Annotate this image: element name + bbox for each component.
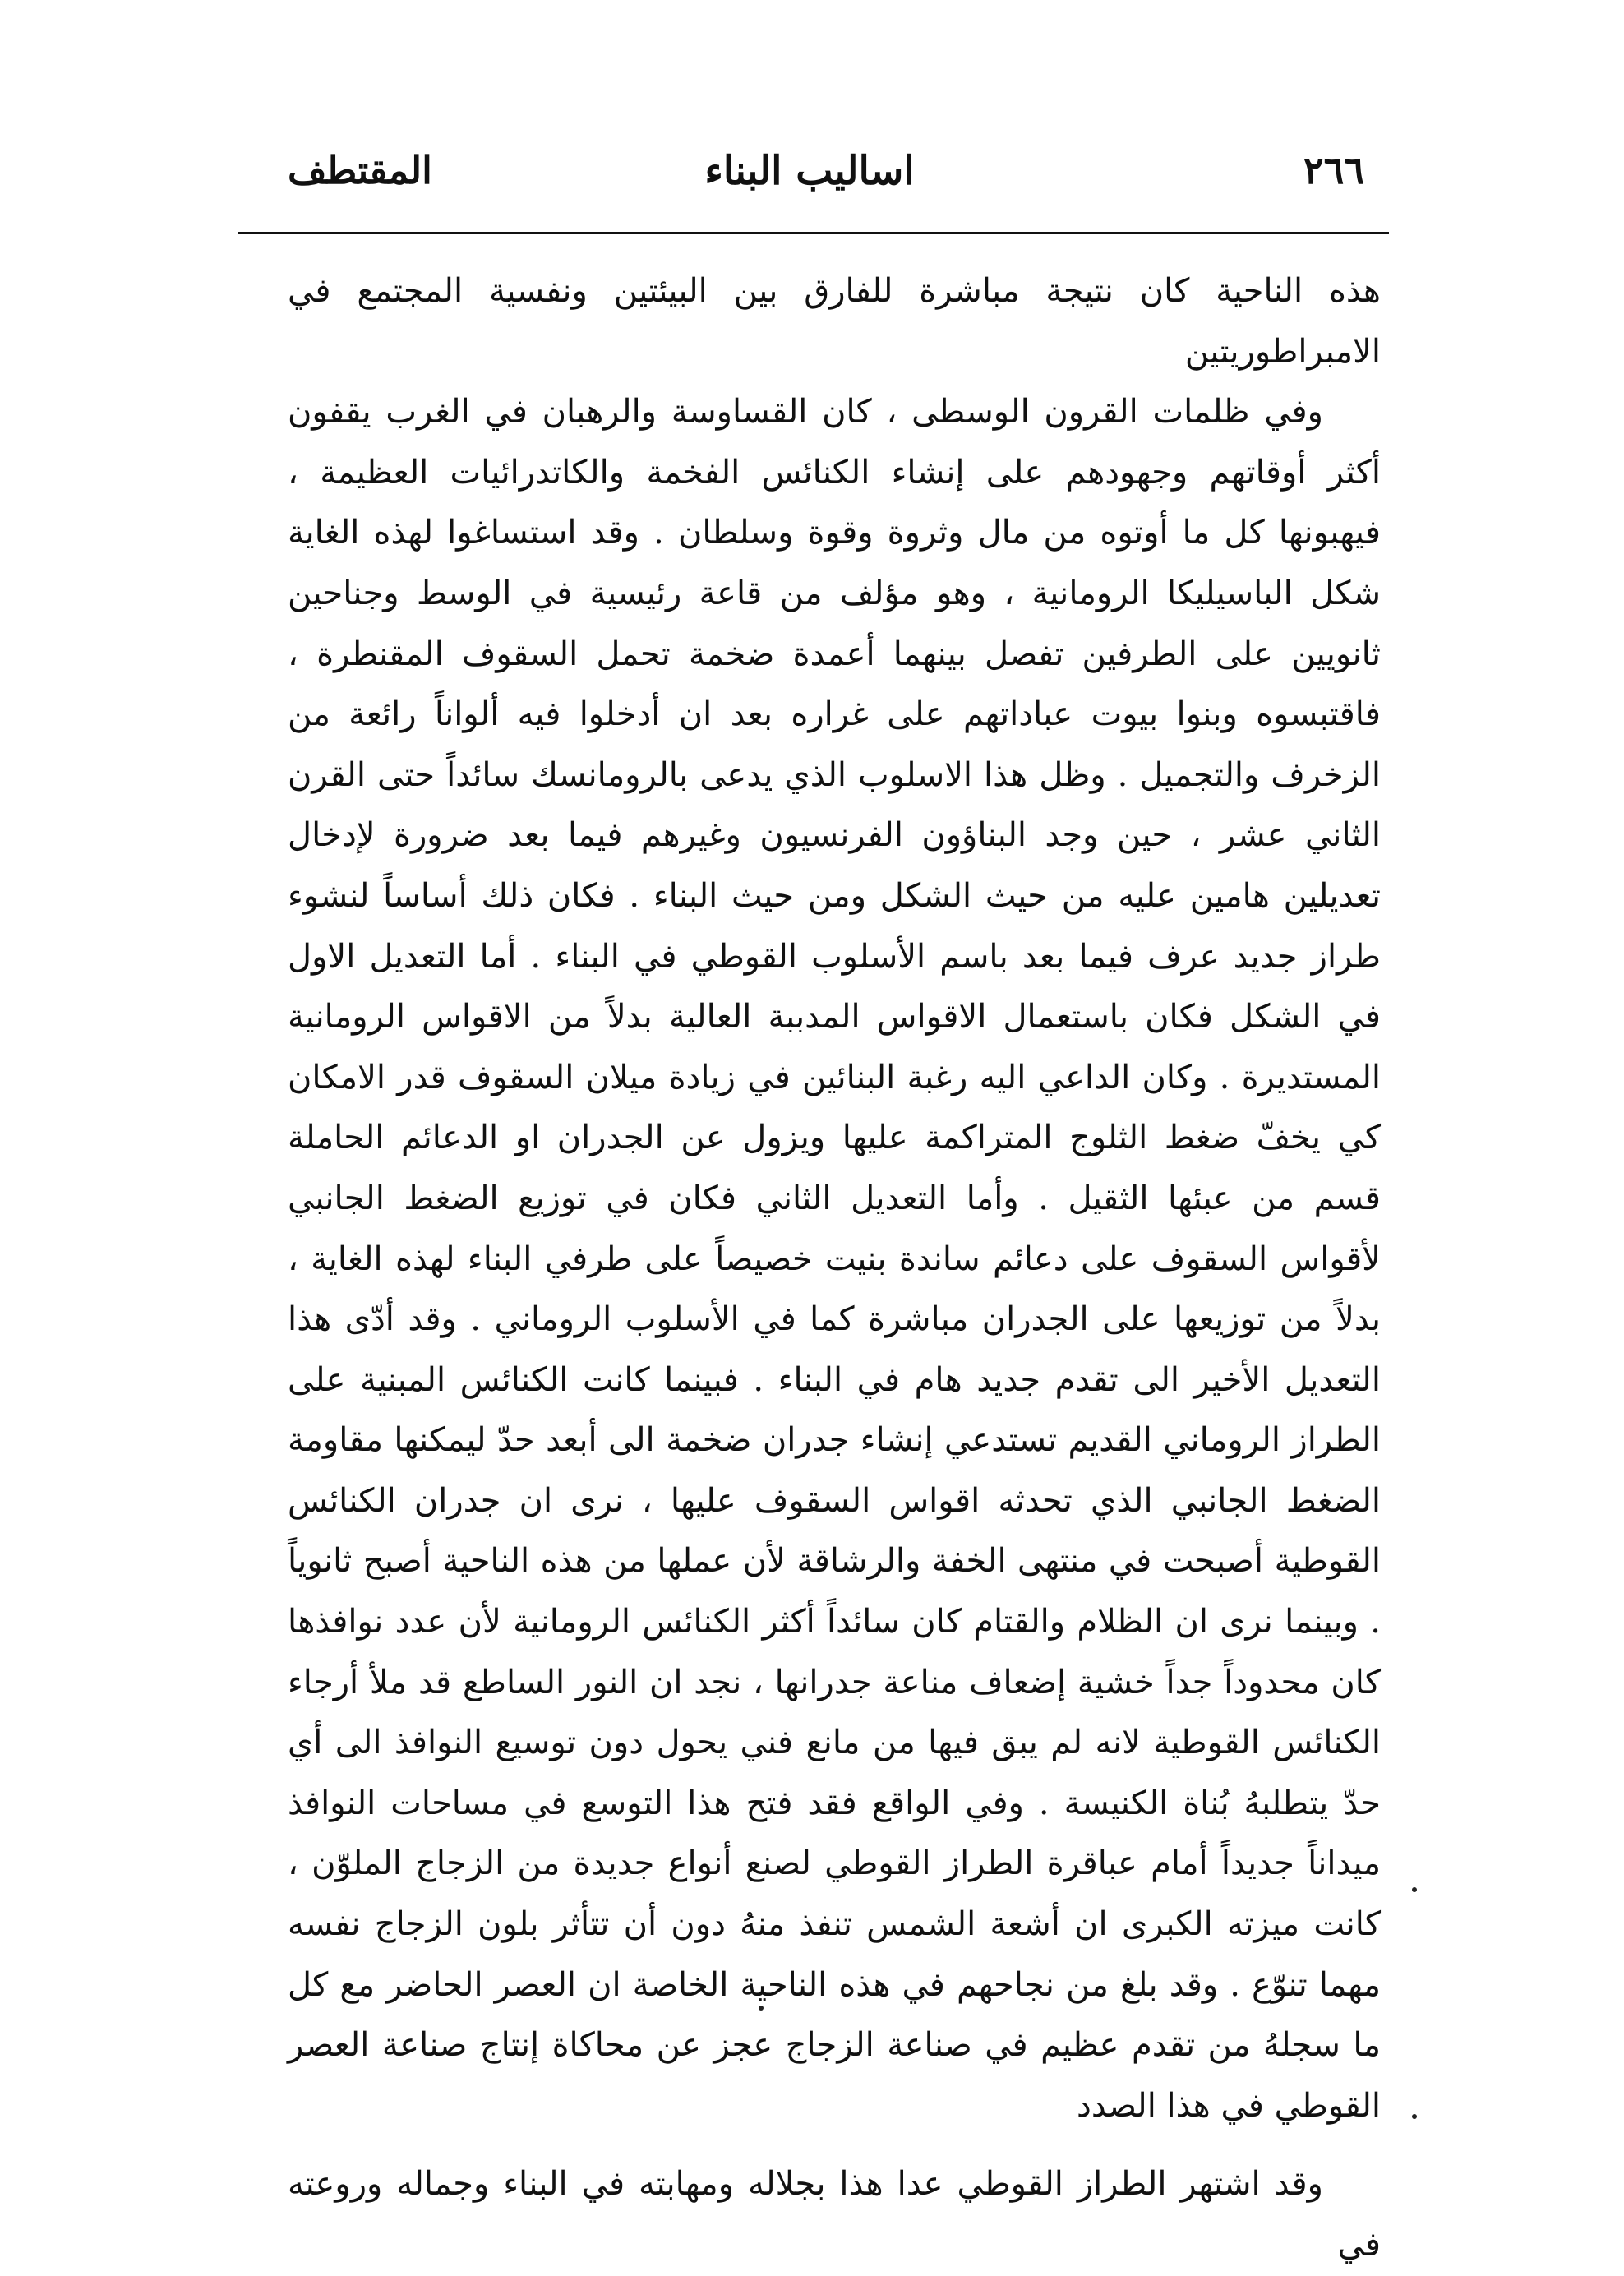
- page-header: [238, 148, 1381, 214]
- journal-name: المقتطف: [288, 148, 432, 192]
- print-speck: [1412, 1887, 1417, 1892]
- article-body: [288, 261, 1381, 2276]
- header-divider: [238, 232, 1389, 234]
- print-speck: [759, 2006, 764, 2011]
- page-number: ٢٦٦: [1303, 148, 1364, 192]
- print-speck: [1412, 2114, 1417, 2119]
- paragraph: وقد اشتهر الطراز القوطي عدا هذا بجلاله ومهابته في البناء وجماله وروعته في: [288, 2165, 1381, 2264]
- article-title: اساليب البناء: [704, 148, 915, 194]
- paragraph: وفي ظلمات القرون الوسطى ، كان القساوسة والرهبان في الغرب يقفون أكثر أوقاتهم وجهودهم على إنشاء الكنائس الفخمة والكاتدرائيات العظيمة ، فيهبونها كل ما أوتوه من مال وثروة وقوة وسلطان . وقد استساغوا لهذه الغاية شكل الباسيليكا الرومانية ، وهو مؤلف من قاعة رئيسية في الوسط وجناحين ثانويين على الطرفين تفصل بينهما أعمدة ضخمة تحمل السقوف المقنطرة ، فاقتبسوه وبنوا بيوت عباداتهم على غراره بعد ان أدخلوا فيه ألواناً رائعة من الزخرف والتجميل . وظل هذا الاسلوب الذي يدعى بالرومانسك سائداً حتى القرن الثاني عشر ، حين وجد البناؤون الفرنسيون وغيرهم فيما بعد ضرورة لإدخال تعديلين هامين عليه من حيث الشكل ومن حيث البناء . فكان ذلك أساساً لنشوء طراز جديد عرف فيما بعد باسم الأسلوب القوطي في البناء . أما التعديل الاول في الشكل فكان باستعمال الاقواس المدببة العالية بدلاً من الاقواس الرومانية المستديرة . وكان الداعي اليه رغبة البنائين في زيادة ميلان السقوف قدر الامكان كي يخفّ ضغط الثلوج المتراكمة عليها ويزول عن الجدران او الدعائم الحاملة قسم من عبئها الثقيل . وأما التعديل الثاني فكان في توزيع الضغط الجانبي لأقواس السقوف على دعائم ساندة بنيت خصيصاً على طرفي البناء لهذه الغاية ، بدلاً من توزيعها على الجدران مباشرة كما في الأسلوب الروماني . وقد أدّى هذا التعديل الأخير الى تقدم جديد هام في البناء . فبينما كانت الكنائس المبنية على الطراز الروماني القديم تستدعي إنشاء جدران ضخمة الى أبعد حدّ ليمكنها مقاومة الضغط الجانبي الذي تحدثه اقواس السقوف عليها ، نرى ان جدران الكنائس القوطية أصبحت في منتهى الخفة والرشاقة لأن عملها من هذه الناحية أصبح ثانوياً . وبينما نرى ان الظلام والقتام كان سائداً أكثر الكنائس الرومانية لأن عدد نوافذها كان محدوداً جداً خشية إضعاف مناعة جدرانها ، نجد ان النور الساطع قد ملأ أرجاء الكنائس القوطية لانه لم يبق فيها من مانع فني يحول دون توسيع النوافذ الى أي حدّ يتطلبهُ بُناة الكنيسة . وفي الواقع فقد فتح هذا التوسع في مساحات النوافذ ميداناً جديداً أمام عباقرة الطراز القوطي لصنع أنواع جديدة من الزجاج الملوّن ، كانت ميزته الكبرى ان أشعة الشمس تنفذ منهُ دون أن تتأثر بلون الزجاج نفسه مهما تنوّع . وقد بلغ من نجاحهم في هذه الناحية الخاصة ان العصر الحاضر مع كل ما سجلهُ من تقدم عظيم في صناعة الزجاج عجز عن محاكاة إنتاج صناعة العصر القوطي في هذا الصدد: [288, 393, 1381, 2125]
- paragraph: هذه الناحية كان نتيجة مباشرة للفارق بين البيئتين ونفسية المجتمع في الامبراطوريتين: [288, 272, 1381, 371]
